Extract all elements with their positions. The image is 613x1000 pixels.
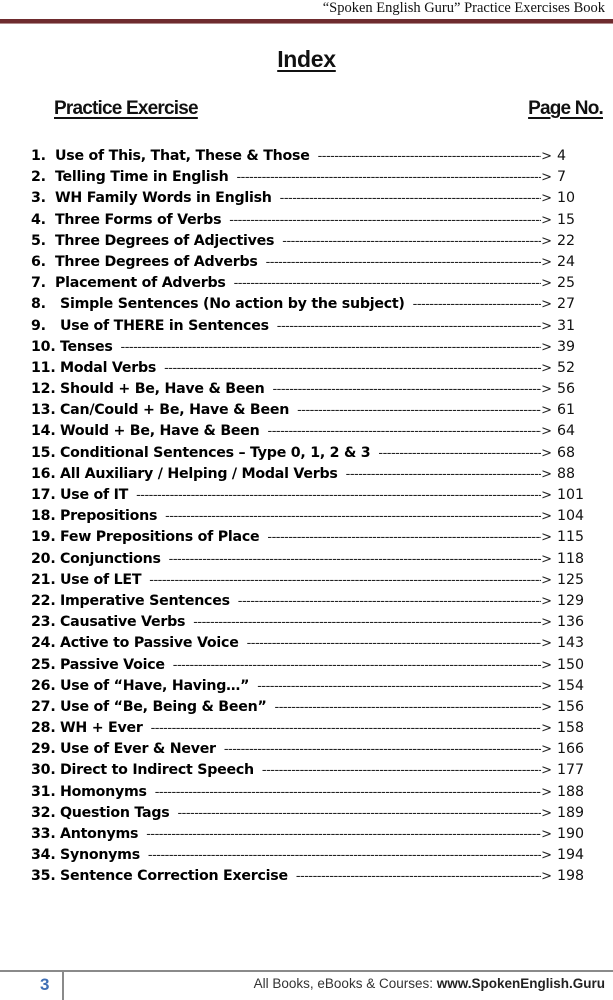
toc-entry[interactable] [31,760,591,781]
toc-entry[interactable] [31,739,591,760]
toc-dot-leader [146,824,541,845]
toc-entry-page: 150 [557,656,585,673]
toc-entry-page: 27 [557,296,576,313]
toc-entry-title: Would + Be, Have & Been [60,423,260,440]
toc-entry-title: All Auxiliary / Helping / Modal Verbs [60,465,338,482]
header-rule [0,19,613,24]
toc-entry[interactable] [31,782,591,803]
toc-entry-page: 194 [557,847,585,864]
toc-arrow: > [541,636,552,652]
toc-entry[interactable] [31,273,591,294]
toc-entry-title: Conjunctions [60,550,161,567]
toc-entry-page: 198 [557,868,585,885]
toc-arrow: > [541,784,552,800]
toc-entry-number: 26. [31,677,56,694]
toc-entry-number: 3. [31,190,46,207]
toc-entry-title: Use of LET [60,571,142,588]
toc-entry[interactable] [31,146,591,167]
toc-entry-page: 10 [557,190,576,207]
toc-entry-title: Three Forms of Verbs [55,211,222,228]
toc-dot-leader [155,782,541,803]
toc-entry[interactable] [31,866,591,887]
toc-entry-number: 25. [31,656,56,673]
toc-dot-leader [268,421,542,442]
running-header: “Spoken English Guru” Practice Exercises Book [322,0,605,16]
toc-arrow: > [541,254,552,270]
toc-entry[interactable] [31,421,591,442]
toc-entry-page: 154 [557,677,585,694]
toc-entry-number: 9. [31,317,46,334]
toc-entry[interactable] [31,443,591,464]
toc-entry-title: Passive Voice [60,656,165,673]
toc-dot-leader [169,549,541,570]
toc-entry-number: 10. [31,338,56,355]
toc-entry-page: 115 [557,529,585,546]
toc-arrow: > [541,678,552,694]
toc-dot-leader [224,739,541,760]
toc-entry-number: 12. [31,381,56,398]
toc-entry-page: 24 [557,253,576,270]
toc-entry-title: Use of Ever & Never [60,741,216,758]
toc-dot-leader [378,443,541,464]
toc-entry-number: 13. [31,402,56,419]
toc-entry-number: 30. [31,762,56,779]
toc-entry-number: 20. [31,550,56,567]
toc-entry-number: 35. [31,868,56,885]
toc-entry-title: Homonyms [60,783,147,800]
toc-entry-page: 15 [557,211,576,228]
toc-arrow: > [541,212,552,228]
toc-entry-number: 31. [31,783,56,800]
toc-dot-leader [413,294,541,315]
toc-entry[interactable] [31,231,591,252]
toc-arrow: > [541,869,552,885]
toc-dot-leader [280,188,541,209]
toc-dot-leader [275,697,542,718]
toc-arrow: > [541,318,552,334]
toc-entry-number: 1. [31,148,46,164]
toc-dot-leader [149,570,541,591]
toc-dot-leader [173,655,541,676]
toc-dot-leader [148,845,541,866]
toc-entry-title: Few Prepositions of Place [60,529,260,546]
toc-entry-page: 31 [557,317,576,334]
toc-arrow: > [541,742,552,758]
toc-entry-title: Active to Passive Voice [60,635,239,652]
toc-arrow: > [541,848,552,864]
toc-dot-leader [238,591,541,612]
toc-arrow: > [541,445,552,461]
toc-entry-title: Sentence Correction Exercise [60,868,288,885]
toc-entry-page: 104 [557,508,585,525]
toc-entry-number: 15. [31,444,56,461]
toc-entry[interactable] [31,845,591,866]
toc-arrow: > [541,191,552,207]
toc-entry-number: 11. [31,359,56,376]
toc-dot-leader [234,273,542,294]
toc-dot-leader [257,676,541,697]
toc-entry[interactable] [31,718,591,739]
toc-entry[interactable] [31,252,591,273]
toc-entry[interactable] [31,633,591,654]
toc-entry-page: 68 [557,444,576,461]
toc-entry-title: Modal Verbs [60,359,157,376]
toc-dot-leader [282,231,541,252]
toc-entry-title: Use of IT [60,487,129,503]
toc-entry[interactable] [31,400,591,421]
toc-entry-page: 56 [557,381,576,398]
toc-entry-title: WH Family Words in English [55,190,272,207]
toc-dot-leader [318,146,542,167]
toc-dot-leader [346,464,541,485]
table-of-contents [31,146,591,888]
toc-arrow: > [541,339,552,355]
toc-dot-leader [229,210,541,231]
toc-entry[interactable] [31,506,591,527]
toc-entry-number: 16. [31,465,56,482]
toc-entry-number: 2. [31,169,46,186]
footer-divider [62,971,64,1000]
toc-entry[interactable] [31,464,591,485]
toc-entry-page: 88 [557,465,576,482]
toc-dot-leader [121,337,542,358]
toc-dot-leader [272,379,541,400]
footer-text [254,976,605,991]
toc-dot-leader [136,485,541,506]
toc-entry-title: Simple Sentences (No action by the subject) [60,296,405,313]
toc-arrow: > [541,424,552,440]
toc-entry[interactable] [31,612,591,633]
toc-entry[interactable] [31,527,591,548]
toc-arrow: > [541,403,552,419]
toc-entry-page: 61 [557,402,576,419]
toc-entry-page: 158 [557,720,585,737]
toc-entry-number: 8. [31,296,46,313]
toc-arrow: > [541,170,552,186]
toc-entry-number: 34. [31,847,56,864]
toc-entry-number: 6. [31,253,46,270]
toc-entry-page: 177 [557,762,585,779]
toc-entry-title: Question Tags [60,804,170,821]
toc-entry-title: Imperative Sentences [60,592,230,609]
toc-arrow: > [541,382,552,398]
toc-arrow: > [541,466,552,482]
toc-entry-title: Antonyms [60,826,139,842]
toc-dot-leader [296,866,541,887]
toc-arrow: > [541,763,552,779]
toc-entry-number: 7. [31,275,46,292]
toc-entry-title: Can/Could + Be, Have & Been [60,402,290,419]
toc-entry-title: Use of This, That, These & Those [55,148,310,164]
toc-entry[interactable] [31,803,591,824]
toc-dot-leader [151,718,541,739]
toc-entry-title: Three Degrees of Adjectives [55,232,275,249]
toc-entry-number: 21. [31,571,56,588]
toc-entry-title: Direct to Indirect Speech [60,762,254,779]
toc-arrow: > [541,593,552,609]
toc-entry-number: 28. [31,720,56,737]
toc-entry-number: 23. [31,614,56,631]
toc-dot-leader [177,803,541,824]
toc-entry-page: 4 [557,148,567,164]
footer-website-link[interactable]: www.SpokenEnglish.Guru [436,976,605,991]
toc-dot-leader [267,527,541,548]
toc-entry-number: 33. [31,826,56,842]
toc-entry-page: 52 [557,359,576,376]
toc-entry-page: 7 [557,169,567,186]
toc-arrow: > [541,297,552,313]
column-heading-page-no: Page No. [528,98,603,119]
toc-arrow: > [541,721,552,737]
toc-entry-title: Causative Verbs [60,614,186,631]
toc-entry-number: 32. [31,804,56,821]
toc-entry-page: 129 [557,592,585,609]
toc-entry-number: 18. [31,508,56,525]
toc-entry-page: 125 [557,571,585,588]
footer-page-number: 3 [40,975,50,994]
toc-entry[interactable] [31,358,591,379]
footer-rule [0,970,613,972]
toc-arrow: > [541,615,552,631]
toc-arrow: > [541,360,552,376]
toc-entry-page: 39 [557,338,576,355]
toc-entry-title: WH + Ever [60,720,143,737]
toc-entry-page: 25 [557,275,576,292]
toc-entry-title: Placement of Adverbs [55,275,226,292]
column-heading-practice-exercise: Practice Exercise [54,98,198,119]
toc-entry[interactable] [31,697,591,718]
toc-entry-number: 27. [31,698,56,715]
toc-entry-title: Use of “Be, Being & Been” [60,698,267,715]
toc-arrow: > [541,488,552,503]
toc-arrow: > [541,509,552,525]
toc-dot-leader [277,316,541,337]
toc-entry-page: 118 [557,550,585,567]
toc-entry-number: 19. [31,529,56,546]
toc-entry-title: Should + Be, Have & Been [60,381,265,398]
toc-arrow: > [541,276,552,292]
toc-entry-page: 22 [557,232,576,249]
toc-entry-page: 136 [557,614,585,631]
toc-entry-page: 166 [557,741,585,758]
toc-entry-number: 4. [31,211,46,228]
toc-arrow: > [541,572,552,588]
toc-entry[interactable] [31,549,591,570]
toc-dot-leader [247,633,542,654]
toc-arrow: > [541,149,552,164]
toc-entry[interactable] [31,210,591,231]
toc-entry-page: 156 [557,698,585,715]
toc-entry-title: Conditional Sentences – Type 0, 1, 2 & 3 [60,444,371,461]
toc-entry-number: 29. [31,741,56,758]
toc-entry[interactable] [31,655,591,676]
toc-entry-title: Use of THERE in Sentences [60,317,269,334]
toc-entry-page: 190 [557,826,585,842]
toc-entry[interactable] [31,167,591,188]
toc-entry[interactable] [31,337,591,358]
toc-entry[interactable] [31,188,591,209]
toc-entry-page: 143 [557,635,585,652]
toc-arrow: > [541,827,552,842]
toc-entry[interactable] [31,379,591,400]
toc-dot-leader [236,167,541,188]
toc-arrow: > [541,551,552,567]
toc-entry-title: Tenses [60,338,113,355]
toc-arrow: > [541,657,552,673]
toc-entry[interactable] [31,316,591,337]
toc-arrow: > [541,530,552,546]
toc-entry-page: 101 [557,487,585,503]
toc-dot-leader [266,252,541,273]
toc-entry-page: 189 [557,804,585,821]
toc-entry-title: Three Degrees of Adverbs [55,253,258,270]
toc-entry-number: 17. [31,487,56,503]
toc-entry-page: 188 [557,783,585,800]
page-title: Index [277,46,336,72]
toc-entry[interactable] [31,591,591,612]
toc-entry[interactable] [31,570,591,591]
toc-arrow: > [541,233,552,249]
toc-entry-number: 5. [31,232,46,249]
toc-entry[interactable] [31,294,591,315]
toc-entry-title: Use of “Have, Having…” [60,677,250,694]
toc-dot-leader [297,400,541,421]
toc-dot-leader [193,612,541,633]
footer-text-prefix: All Books, eBooks & Courses: [253,976,437,991]
toc-entry[interactable] [31,824,591,845]
toc-entry[interactable] [31,676,591,697]
toc-entry-page: 64 [557,423,576,440]
toc-entry-title: Prepositions [60,508,158,525]
toc-arrow: > [541,699,552,715]
toc-dot-leader [262,760,541,781]
toc-dot-leader [165,506,541,527]
toc-entry-title: Telling Time in English [55,169,229,186]
toc-dot-leader [164,358,541,379]
toc-entry[interactable] [31,485,591,506]
toc-entry-number: 22. [31,592,56,609]
toc-entry-number: 24. [31,635,56,652]
toc-entry-title: Synonyms [60,847,140,864]
toc-entry-number: 14. [31,423,56,440]
toc-arrow: > [541,805,552,821]
